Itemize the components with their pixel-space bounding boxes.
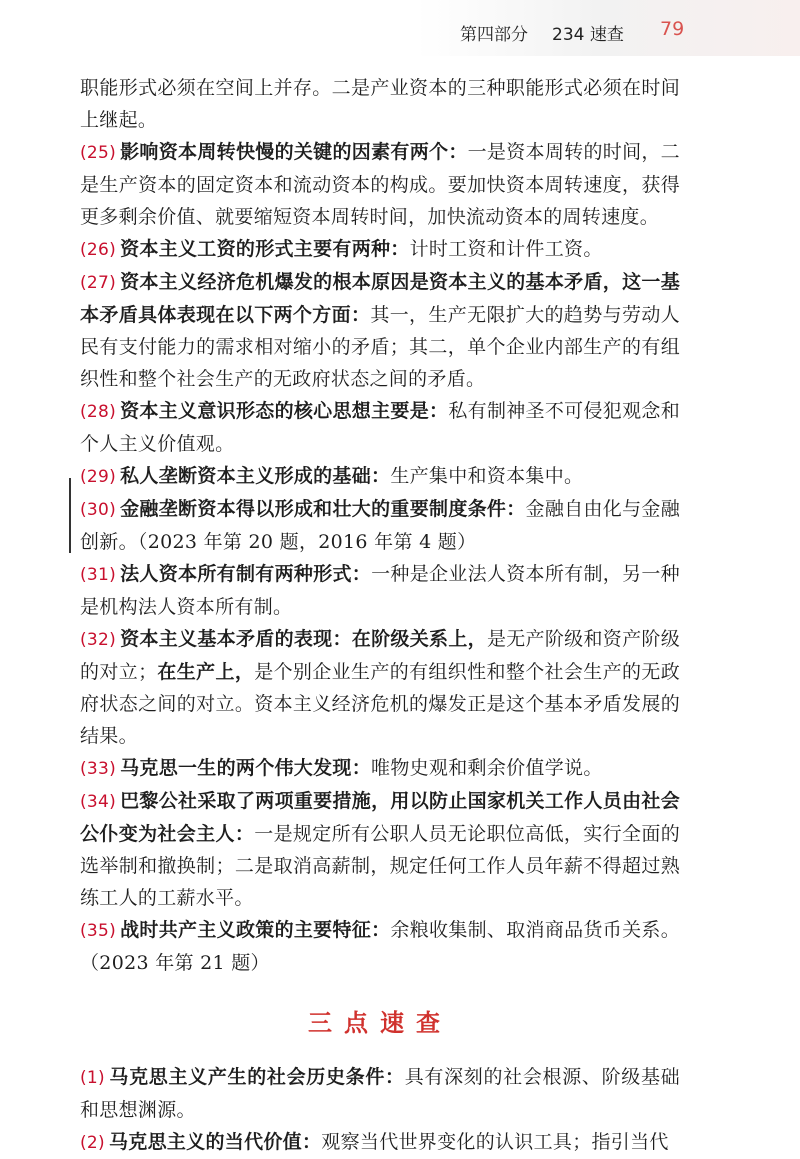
list-item [80,136,680,233]
item-number: (26) [80,240,117,260]
item-text: 观察当代世界变化的认识工具；指引当代 [321,1131,669,1153]
list-item [80,1061,680,1126]
list-item [80,623,680,752]
list-item [80,785,680,914]
list-item [80,1126,680,1159]
item-text: 私有制神圣不可侵犯观念和个人主义价值观。 [80,400,680,455]
item-text: 一是规定所有公职人员无论职位高低，实行全面的选举制和撤换制；二是取消高薪制，规定任何工作人员年薪不得超过熟练工人的工薪水平。 [80,823,681,909]
item-keyword-secondary: 在生产上， [157,661,255,683]
page-header [0,0,800,56]
section-title: 三点速查 [308,1008,452,1037]
item-keyword: 马克思主义的当代价值： [108,1131,322,1153]
item-text: 一是资本周转的时间，二是生产资本的固定资本和流动资本的构成。要加快资本周转速度，获得更多剩余价值、就要缩短资本周转时间，加快流动资本的周转速度。 [80,141,680,228]
item-text: 金融自由化与金融创新。（2023 年第 20 题，2016 年第 4 题） [80,498,680,553]
item-text: 生产集中和资本集中。 [390,465,584,487]
item-number: (34) [80,792,117,812]
list-item [80,914,680,979]
item-keyword: 法人资本所有制有两种形式： [120,563,372,585]
item-keyword: 资本主义意识形态的核心思想主要是： [120,400,449,422]
item-number: (29) [80,467,117,487]
item-text: 余粮收集制、取消商品货币关系。（2023 年第 21 题） [80,919,680,974]
page-body [80,72,680,1159]
item-number: (25) [80,143,117,163]
item-text: 一种是企业法人资本所有制，另一种是机构法人资本所有制。 [80,563,680,618]
list-item [80,493,680,558]
item-number: (32) [80,630,117,650]
intro-paragraph: 职能形式必须在空间上并存。二是产业资本的三种职能形式必须在时间上继起。 [80,77,680,131]
item-keyword: 资本主义工资的形式主要有两种： [120,238,410,260]
item-number: (28) [80,402,117,422]
item-keyword: 影响资本周转快慢的关键的因素有两个： [120,141,468,163]
list-item [80,233,680,266]
item-keyword: 巴黎公社采取了两项重要措施，用以防止国家机关工作人员由社会公仆变为社会主人： [80,790,680,845]
item-keyword: 资本主义基本矛盾的表现：在阶级关系上， [120,628,487,650]
list-item [80,266,680,395]
item-keyword: 马克思主义产生的社会历史条件： [108,1066,405,1088]
item-keyword: 战时共产主义政策的主要特征： [120,919,391,941]
item-number: (31) [80,565,117,585]
list-item [80,558,680,623]
item-text: 其一，生产无限扩大的趋势与劳动人民有支付能力的需求相对缩小的矛盾；其二，单个企业内部生产的有组织性和整个社会生产的无政府状态之间的矛盾。 [80,304,680,390]
item-number: (30) [80,500,117,520]
list-item [80,752,680,785]
item-keyword: 马克思一生的两个伟大发现： [120,757,372,779]
item-number: (27) [80,273,117,293]
item-text: 唯物史观和剩余价值学说。 [371,757,603,779]
header-section-label: 第四部分 [460,25,528,45]
item-keyword: 资本主义经济危机爆发的根本原因是资本主义的基本矛盾，这一基本矛盾具体表现在以下两个方面： [80,271,680,326]
list-item [80,460,680,493]
item-number: (2) [80,1133,105,1153]
item-keyword: 金融垄断资本得以形成和壮大的重要制度条件： [120,498,526,520]
header-brand-label: 234 速查 [552,25,624,45]
item-text: 具有深刻的社会根源、阶级基础和思想渊源。 [80,1066,680,1121]
item-number: (35) [80,921,117,941]
margin-mark [69,478,71,553]
item-text: 是无产阶级和资产阶级的对立； [80,628,680,683]
item-text: 计时工资和计件工资。 [409,238,603,260]
item-number: (33) [80,759,117,779]
list-item [80,395,680,460]
item-number: (1) [80,1068,105,1088]
item-text-secondary: 是个别企业生产的有组织性和整个社会生产的无政府状态之间的对立。资本主义经济危机的爆发正是这个基本矛盾发展的结果。 [80,661,680,747]
page-number: 79 [660,18,685,40]
item-keyword: 私人垄断资本主义形成的基础： [120,465,391,487]
